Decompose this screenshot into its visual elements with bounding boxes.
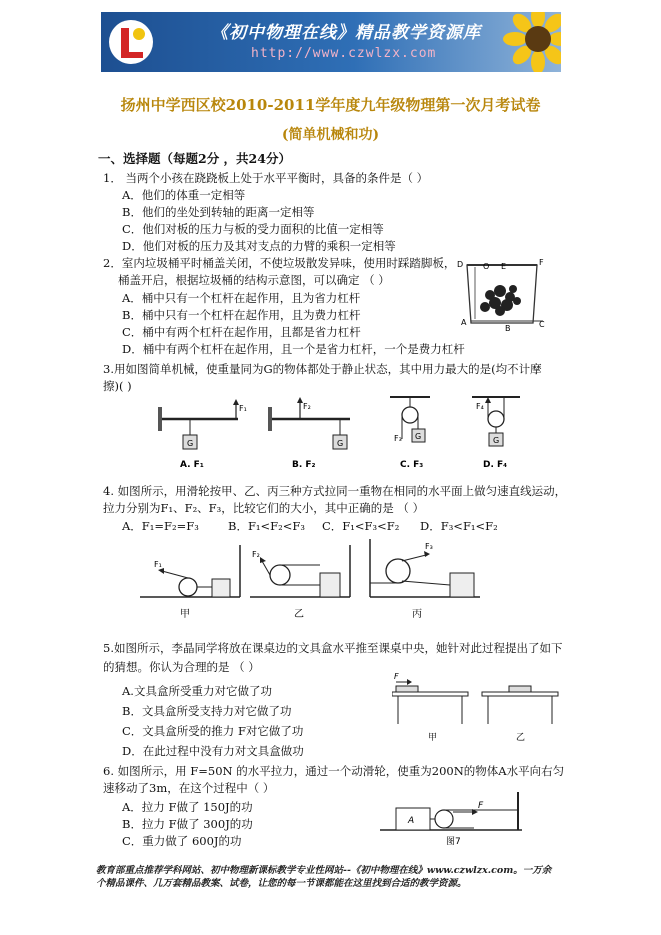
q1-stem: 1． 当两个小孩在跷跷板上处于水平平衡时，具备的条件是（ ） <box>103 171 429 185</box>
q4-force-f3: F₃ <box>425 542 433 551</box>
q3-weight-c: G <box>415 432 422 441</box>
q3-figure-c <box>390 397 430 470</box>
q3-machines-figure <box>150 395 530 475</box>
q4-option-b: B．F₁<F₂<F₃ <box>228 519 305 533</box>
q5-stem-line1: 5.如图所示，李晶同学将放在课桌边的文具盒水平推至课桌中央，她针对此过程提出了如下 <box>103 641 563 655</box>
footer-line-2: 个精品课件、几万套精品教案、试卷，让您的每一节课都能在这里找到合适的教学资源。 <box>96 878 467 889</box>
banner-url[interactable]: http://www.czwlzx.com <box>251 46 437 61</box>
q3-weight-d: G <box>493 436 500 445</box>
footer-line-1: 教育部重点推荐学科网站、初中物理新课标教学专业性网站--《初中物理在线》www.czwlzx.com。一万余 <box>96 865 552 876</box>
q2-option-d: D．桶中有两个杠杆在起作用，且一个是省力杠杆，一个是费力杠杆 <box>122 342 465 356</box>
q4-force-f1: F₁ <box>154 560 162 569</box>
q2-trash-bin-figure <box>455 255 550 335</box>
q3-force-f4: F₄ <box>476 402 484 411</box>
q2-option-c: C．桶中有两个杠杆在起作用，且都是省力杠杆 <box>122 325 361 339</box>
q5-option-b: B．文具盒所受支持力对它做了功 <box>122 704 292 718</box>
q5-figure-yi <box>482 686 558 743</box>
q3-force-f1: F₁ <box>239 404 247 413</box>
q5-figure-jia <box>392 672 468 743</box>
page-footer <box>96 864 566 890</box>
q2-label-b: B <box>505 324 511 333</box>
q5-desk-figure <box>392 670 567 745</box>
q6-option-b: B．拉力 F做了 300J的功 <box>122 817 253 831</box>
exam-title: 扬州中学西区校2010-2011学年度九年级物理第一次月考试卷 <box>120 96 541 114</box>
q4-option-c: C．F₁<F₃<F₂ <box>322 519 400 533</box>
q2-label-e: E <box>501 262 507 271</box>
section-heading: 一、选择题（每题2分 ，共24分） <box>98 151 291 166</box>
q5-option-a: A.文具盒所受重力对它做了功 <box>122 684 272 698</box>
q5-option-d: D．在此过程中没有力对文具盒做功 <box>122 744 304 758</box>
q4-figure-bing <box>370 539 480 620</box>
q3-caption-b: B. F₂ <box>292 460 316 470</box>
q4-option-a: A．F₁=F₂=F₃ <box>122 519 199 533</box>
q3-caption-a: A. F₁ <box>180 460 204 470</box>
q5-caption-yi: 乙 <box>516 733 526 743</box>
banner-title: 《初中物理在线》精品教学资源库 <box>211 23 481 43</box>
q3-figure-b <box>268 397 350 470</box>
site-logo-icon <box>107 18 155 66</box>
q2-label-a: A <box>461 318 467 327</box>
q2-label-d: D <box>457 260 464 269</box>
q4-force-f2: F₂ <box>252 550 260 559</box>
q5-caption-jia: 甲 <box>428 733 438 743</box>
q3-force-f3: F₃ <box>394 434 402 443</box>
q6-option-c: C．重力做了 600J的功 <box>122 834 242 848</box>
q6-force-f: F <box>478 801 484 811</box>
q1-option-a: A．他们的体重一定相等 <box>122 188 246 202</box>
q4-pulleys-figure <box>140 535 530 625</box>
q6-option-a: A．拉力 F做了 150J的功 <box>122 800 253 814</box>
q5-stem-line2: 的猜想。你认为合理的是 （ ） <box>103 660 260 674</box>
q2-stem-line2: 桶盖开启，根据垃圾桶的结构示意图，可以确定 （ ） <box>118 273 390 287</box>
q4-caption-yi: 乙 <box>294 609 304 620</box>
q1-option-c: C．他们对板的压力与板的受力面积的比值一定相等 <box>122 222 384 236</box>
q1-option-b: B．他们的坐处到转轴的距离一定相等 <box>122 205 315 219</box>
q3-weight-b: G <box>337 439 344 448</box>
q4-stem-line2: 拉力分别为F₁、F₂、F₃，比较它们的大小，其中正确的是 （ ） <box>103 501 425 515</box>
q6-stem-line1: 6. 如图所示，用 F=50N 的水平拉力，通过一个动滑轮，使重为200N的物体A水平向右匀 <box>103 764 565 778</box>
q2-stem-line1: 2．室内垃圾桶平时桶盖关闭，不使垃圾散发异味，使用时踩踏脚板， <box>103 256 456 270</box>
q3-caption-d: D. F₄ <box>483 460 508 470</box>
q2-option-a: A．桶中只有一个杠杆在起作用，且为省力杠杆 <box>122 291 361 305</box>
q5-force-f: F <box>394 672 399 681</box>
q2-label-o: O <box>483 262 490 271</box>
q4-stem-line1: 4. 如图所示，用滑轮按甲、乙、丙三种方式拉同一重物在相同的水平面上做匀速直线运动， <box>103 484 567 498</box>
q3-stem-line2: 擦)( ) <box>103 379 132 393</box>
q2-label-f: F <box>539 258 544 267</box>
q4-option-d: D．F₃<F₁<F₂ <box>420 519 498 533</box>
q4-figure-yi <box>250 545 350 620</box>
q4-caption-jia: 甲 <box>180 609 190 620</box>
q3-stem-line1: 3.用如图简单机械，使重量同为G的物体都处于静止状态，其中用力最大的是(均不计摩 <box>103 362 542 376</box>
q5-option-c: C．文具盒所受的推力 F对它做了功 <box>122 724 304 738</box>
q1-option-d: D．他们对板的压力及其对支点的力臂的乘积一定相等 <box>122 239 396 253</box>
exam-subtitle: (简单机械和功) <box>281 127 380 143</box>
q6-block-a: A <box>408 816 415 826</box>
q6-figure-caption: 图7 <box>446 837 461 847</box>
q2-label-c: C <box>539 320 545 329</box>
q3-weight-a: G <box>187 439 194 448</box>
sunflower-icon <box>503 12 561 72</box>
q3-figure-d <box>472 397 520 470</box>
q4-caption-bing: 丙 <box>412 609 422 620</box>
q3-caption-c: C. F₃ <box>400 460 424 470</box>
q3-figure-a <box>158 399 247 470</box>
site-banner <box>101 12 561 72</box>
q2-option-b: B．桶中只有一个杠杆在起作用，且为费力杠杆 <box>122 308 361 322</box>
q6-stem-line2: 速移动了3m，在这个过程中（ ） <box>103 781 275 795</box>
q6-pulley-figure <box>378 788 528 848</box>
q4-figure-jia <box>140 545 240 620</box>
q3-force-f2: F₂ <box>303 402 311 411</box>
